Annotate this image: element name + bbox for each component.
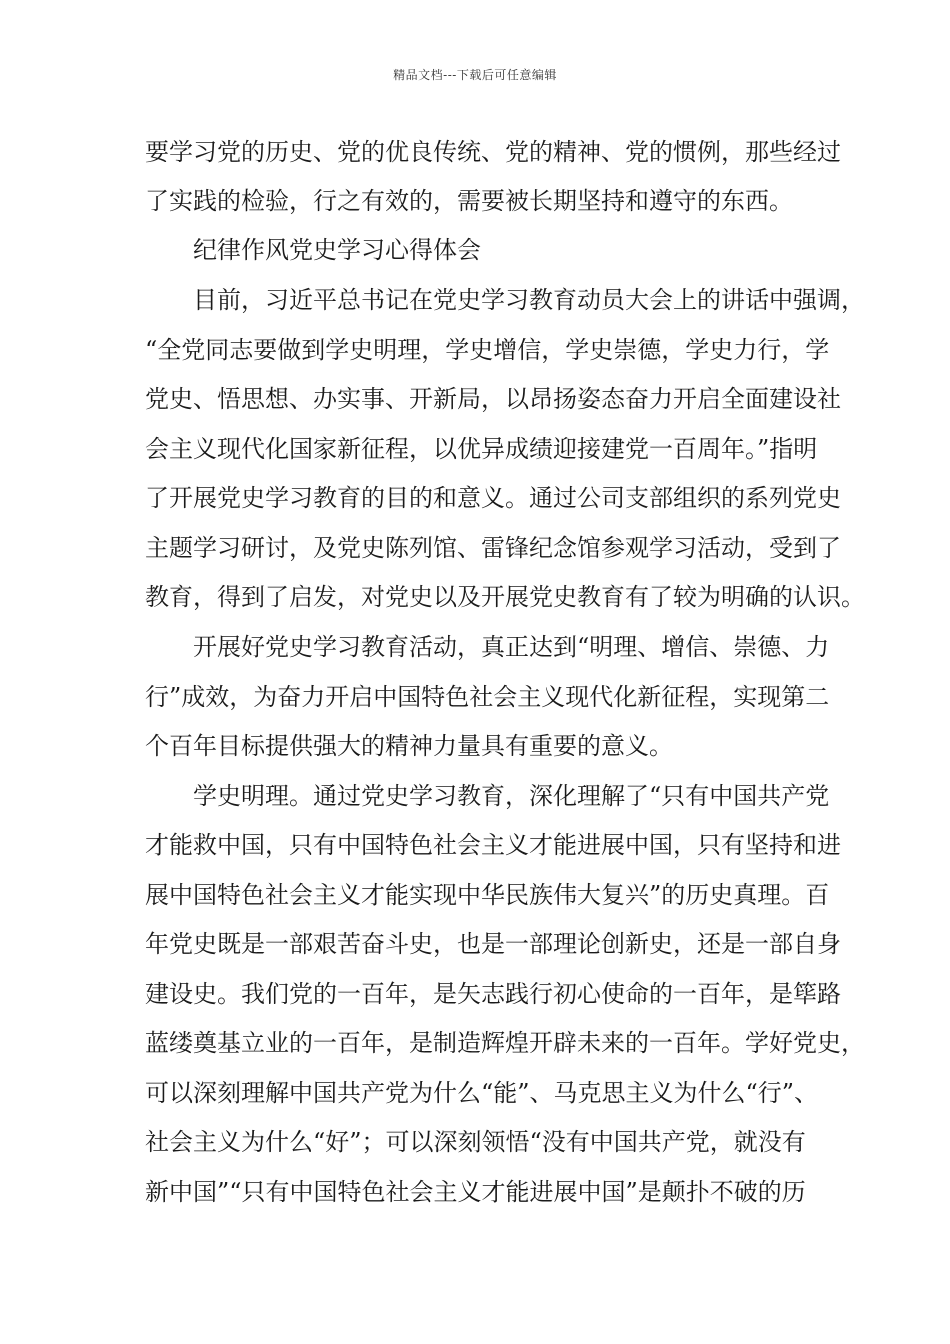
page-header: 精品文档---下载后可任意编辑 — [393, 68, 557, 82]
body-line: 才能救中国，只有中国特色社会主义才能进展中国，只有坚持和进 — [145, 831, 841, 859]
body-line: 展中国特色社会主义才能实现中华民族伟大复兴”的历史真理。百 — [145, 881, 830, 909]
body-line: 目前，习近平总书记在党史学习教育动员大会上的讲话中强调， — [193, 286, 865, 314]
body-line: 党史、悟思想、办实事、开新局，以昂扬姿态奋力开启全面建设社 — [145, 385, 841, 413]
body-line: 教育，得到了启发，对党史以及开展党史教育有了较为明确的认识。 — [145, 583, 865, 611]
body-line: 会主义现代化国家新征程，以优异成绩迎接建党一百周年。”指明 — [145, 435, 818, 463]
body-line: “全党同志要做到学史明理，学史增信，学史崇德，学史力行，学 — [145, 336, 830, 364]
body-line: 蓝缕奠基立业的一百年，是制造辉煌开辟未来的一百年。学好党史， — [145, 1029, 865, 1057]
body-line: 了实践的检验，行之有效的，需要被长期坚持和遵守的东西。 — [145, 187, 793, 215]
body-line: 学史明理。通过党史学习教育，深化理解了“只有中国共产党 — [193, 782, 830, 810]
body-line: 建设史。我们党的一百年，是矢志践行初心使命的一百年，是筚路 — [145, 980, 841, 1008]
body-line: 社会主义为什么“好”；可以深刻领悟“没有中国共产党，就没有 — [145, 1128, 806, 1156]
body-line: 开展好党史学习教育活动，真正达到“明理、增信、崇德、力 — [193, 633, 830, 661]
body-line: 行”成效，为奋力开启中国特色社会主义现代化新征程，实现第二 — [145, 683, 830, 711]
body-line: 年党史既是一部艰苦奋斗史，也是一部理论创新史，还是一部自身 — [145, 930, 841, 958]
section-title: 纪律作风党史学习心得体会 — [193, 236, 481, 264]
body-line: 可以深刻理解中国共产党为什么“能”、马克思主义为什么“行”、 — [145, 1079, 819, 1107]
body-line: 要学习党的历史、党的优良传统、党的精神、党的惯例，那些经过 — [145, 138, 841, 166]
body-line: 个百年目标提供强大的精神力量具有重要的意义。 — [145, 732, 673, 760]
body-line: 主题学习研讨，及党史陈列馆、雷锋纪念馆参观学习活动，受到了 — [145, 534, 841, 562]
body-line: 了开展党史学习教育的目的和意义。通过公司支部组织的系列党史 — [145, 484, 841, 512]
body-line: 新中国”“只有中国特色社会主义才能进展中国”是颠扑不破的历 — [145, 1178, 806, 1206]
